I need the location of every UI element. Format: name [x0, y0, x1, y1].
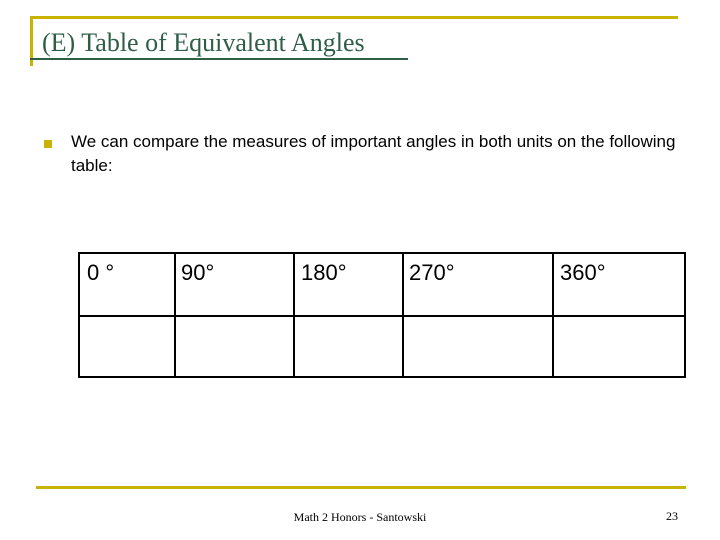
top-border [30, 16, 678, 19]
table-column-divider [174, 254, 176, 376]
table-cell-90-deg: 90° [181, 260, 215, 285]
title-underline [30, 58, 408, 60]
table-cell-0-deg: 0 ° [87, 260, 115, 285]
slide-title: (E) Table of Equivalent Angles [42, 28, 365, 57]
table-row-divider [80, 315, 684, 317]
footer-rule [36, 486, 686, 489]
footer-text: Math 2 Honors - Santowski [293, 510, 427, 524]
page-number: 23 [666, 509, 678, 523]
table-column-divider [552, 254, 554, 376]
bullet-text: We can compare the measures of important angles in both units on the following table: [71, 132, 676, 175]
table-cell-270-deg: 270° [409, 260, 455, 285]
table-column-divider [293, 254, 295, 376]
angles-table [78, 252, 686, 378]
bullet-icon [44, 140, 52, 148]
table-cell-360-deg: 360° [560, 260, 606, 285]
table-cell-180-deg: 180° [301, 260, 347, 285]
table-column-divider [402, 254, 404, 376]
